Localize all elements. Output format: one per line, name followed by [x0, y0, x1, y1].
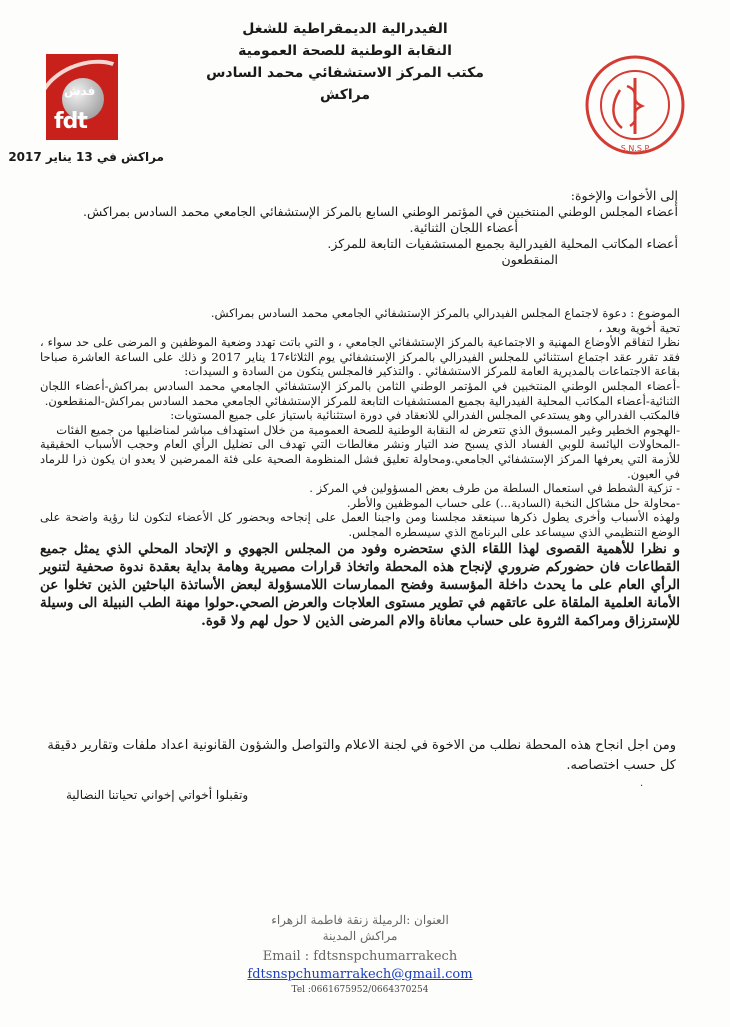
- footer-phone: Tel :0661675952/0664370254: [291, 985, 429, 995]
- recipients-line: أعضاء اللجان الثنائية.: [409, 220, 518, 235]
- recipients-line: أعضاء المكاتب المحلية الفيدرالية بجميع المستشفيات التابعة للمركز.: [327, 236, 678, 251]
- header-line-office: مكتب المركز الاستشفائي محمد السادس مراكش: [206, 65, 484, 103]
- body-paragraph: - تزكية الشطط في استعمال السلطة من طرف بعض المسؤولين في المركز .: [309, 481, 680, 496]
- letter-date: مراكش في 13 يناير 2017: [8, 150, 164, 164]
- fdt-logo-arabic: فدش: [64, 84, 96, 98]
- footer-city: مراكش المدينة: [322, 929, 398, 943]
- fdt-logo-word: fdt: [54, 109, 87, 134]
- letterhead: [180, 18, 510, 106]
- recipients-line: أعضاء المجلس الوطني المنتخبين في المؤتمر الوطني السابع بالمركز الإستشفائي الجامعي محمد السادس بمراكش.: [83, 204, 678, 219]
- body-paragraph: -محاولة حل مشاكل النخبة (السادية...) على حساب الموظفين والأطر.: [346, 495, 680, 510]
- fdt-logo: [46, 54, 118, 140]
- recipients-line: إلى الأخوات والإخوة:: [570, 188, 678, 203]
- body-paragraph: -أعضاء المجلس الوطني المنتخبين في المؤتمر الوطني الثامن بالمركز الإستشفائي الجامعي محمد السادس بمراكش-أعضاء اللجان الثنائية-أعضاء المكاتب المحلية الفيدرالية بجميع المستشفيات التابعة للمركز الإستشفائي الجامعي محمد السادس بمراكش-المنقطعون.: [40, 378, 680, 408]
- snsp-seal-logo: [580, 50, 690, 160]
- body-paragraph: -الهجوم الخطير وغير المسبوق الذي تتعرض له النقابة الوطنية للصحة العمومية من خلال استهداف مباشر لمناضليها من جميع الفئات: [56, 422, 680, 437]
- recipients-line: المنقطعون: [501, 252, 558, 267]
- email-label: Email : fdtsnspchumarrakech: [262, 949, 458, 964]
- footer-email: [150, 948, 570, 984]
- body-paragraph: ولهذه الأسباب وأخرى يطول ذكرها سينعقد مجلسنا ومن واجبنا العمل على إنجاحه وبحضور كل الأعضاء لتكون لنا رؤية واضحة على الوضع التنظيمي الذي سيساعد على البرنامج الذي سيسطره المجلس.: [40, 510, 680, 539]
- footer-address: العنوان :الرميلة زنقة فاطمة الزهراء: [271, 913, 449, 927]
- header-line-federation: الفيدرالية الديمقراطية للشغل: [242, 21, 448, 37]
- body-paragraph-emphasis: و نظرا للأهمية القصوى لهذا اللقاء الذي ستحضره وفود من المجلس الجهوي و الإتحاد المحلي الذي يمثل جميع القطاعات فان حضوركم ضروري لإنجاح هذه المحطة واتخاذ قرارات مصيرية وهامة بداية بعقدة ندوة صحفية لتنوير الرأي العام على ما يحدث داخلة المؤسسة وفضح الممارسات اللامسؤولة لبعض الأساتذة الباحثين الذين تخلوا عن الأمانة العلمية الملقاة على عاتقهم في تطوير مستوى العلاجات والعرض الصحي.حولوا مهنة الطب النبيلة الى وسيلة للإسترزاق ومراكمة الثروة على حساب معاناة والام المرضى الذين لا حول لهم ولا قوة.: [40, 540, 680, 629]
- header-line-union: النقابة الوطنية للصحة العمومية: [238, 43, 452, 59]
- body-paragraph: نظرا لتفاقم الأوضاع المهنية و الاجتماعية بالمركز الإستشفائي الجامعي ، و التي باتت تهدد وضعية الموظفين و المرضى على حد سواء ، فقد تقرر عقد اجتماع استثنائي للمجلس الفيدرالي بالمركز الإستشفائي يوم الثلاثاء17 يناير 2017 و ذلك على الساعة العاشرة صباحا بقاعة الاجتماعات بالمديرية العامة للمركز الاستشفائي . والتذكير فالمجلس يتكون من السادة و السيدات:: [40, 335, 680, 379]
- recipients-block: [58, 188, 678, 268]
- body-paragraph: فالمكتب الفدرالي وهو يستدعي المجلس الفدرالي للانعقاد في دورة استثنائية باستياز على جميع المستويات:: [170, 408, 680, 423]
- footer: [150, 912, 570, 996]
- greeting: تحية أخوية وبعد ،: [598, 320, 680, 335]
- letter-body: [40, 306, 680, 630]
- salutation: وتقبلوا أخواتي إخواني تحياتنا النضالية: [66, 788, 249, 802]
- email-link[interactable]: fdtsnspchumarrakech@gmail.com: [247, 967, 473, 982]
- closing-paragraph: ومن اجل انجاح هذه المحطة نطلب من الاخوة في لجنة الاعلام والتواصل والشؤون القانونية اعداد ملفات وتقارير دقيقة كل حسب اختصاصه.: [47, 738, 676, 773]
- subject-line: الموضوع : دعوة لاجتماع المجلس الفيدرالي بالمركز الإستشفائي الجامعي محمد السادس بمراكش.: [210, 306, 680, 320]
- snsp-seal-label: S.N.S.P: [620, 144, 650, 153]
- stray-dot: .: [640, 778, 644, 789]
- body-paragraph: -المحاولات اليائسة للوبي الفساد الذي يسبح ضد التيار ونشر مغالطات التي تهدف الى تضليل الرأي العام وحجب الأسباب الحقيقية للأزمة التي يعرفها المركز الإستشفائي الجامعي.ومحاولة تعليق فشل المنظومة الصحية على فئة الممرضين لا يعدو ان يكون ذرا للرماد في العيون.: [40, 437, 680, 481]
